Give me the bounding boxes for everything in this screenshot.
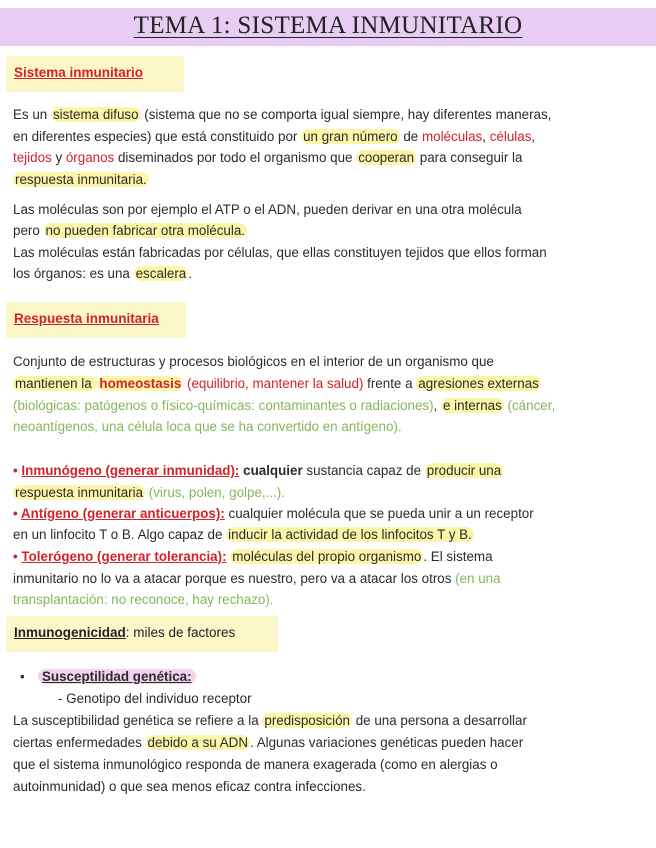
section-heading-inmunogenicidad: Inmunogenicidad: miles de factores: [14, 625, 236, 640]
text-line: transplantación: no reconoce, hay rechazo).: [13, 592, 274, 607]
section-heading-box-inmunogenicidad: [6, 616, 278, 652]
text-line: Las moléculas están fabricadas por células, que ellas constituyen tejidos que ellos forman: [13, 245, 547, 260]
text-line: autoinmunidad) o que sea menos eficaz contra infecciones.: [13, 779, 366, 794]
sub-bullet: •: [20, 669, 25, 684]
text-line: La susceptibilidad genética se refiere a la predisposición de una persona a desarrollar: [13, 713, 527, 728]
text-line: en un linfocito T o B. Algo capaz de inducir la actividad de los linfocitos T y B.: [13, 527, 472, 542]
sub-heading-susceptibilidad: Susceptilidad genética:: [38, 666, 196, 688]
text-line: los órganos: es una escalera .: [13, 266, 192, 281]
section-heading-box-sistema: [6, 56, 184, 92]
text-line: en diferentes especies) que está constituido por un gran número de moléculas, células,: [13, 129, 536, 144]
text-line: neoantígenos, una célula loca que se ha convertido en antígeno).: [13, 419, 402, 434]
sub-item-genotipo: - Genotipo del individuo receptor: [58, 691, 252, 706]
bullet-inmunogeno: • Inmunógeno (generar inmunidad): cualquier sustancia capaz de producir una: [13, 463, 502, 478]
bullet-tolerogeno: • Tolerógeno (generar tolerancia): moléculas del propio organismo . El sistema: [13, 549, 493, 564]
text-line: respuesta inmunitaria (virus, polen, golpe,...).: [15, 485, 285, 500]
text-line: Las moléculas son por ejemplo el ATP o el ADN, pueden derivar en una otra molécula: [13, 202, 522, 217]
text-line: Conjunto de estructuras y procesos biológicos en el interior de un organismo que: [13, 354, 494, 369]
text-line: (biológicas: patógenos o físico-químicas: contaminantes o radiaciones), e internas (cáncer,: [13, 398, 556, 413]
text-line: pero no pueden fabricar otra molécula.: [13, 223, 246, 238]
text-line: tejidos y órganos diseminados por todo el organismo que cooperan para conseguir la: [13, 150, 523, 165]
bullet-antigeno: • Antígeno (generar anticuerpos): cualquier molécula que se pueda unir a un receptor: [13, 506, 534, 521]
text-line: ciertas enfermedades debido a su ADN . Algunas variaciones genéticas pueden hacer: [13, 735, 524, 750]
text-line: que el sistema inmunológico responda de manera exagerada (como en alergias o: [13, 757, 498, 772]
text-line: mantienen la homeostasis (equilibrio, mantener la salud) frente a agresiones externas: [15, 376, 539, 391]
text-line: Es un sistema difuso (sistema que no se comporta igual siempre, hay diferentes maneras,: [13, 107, 552, 122]
section-heading-sistema: Sistema inmunitario: [14, 65, 144, 80]
section-heading-box-respuesta: [6, 302, 186, 338]
page-title: TEMA 1: SISTEMA INMUNITARIO: [133, 12, 523, 39]
text-line: respuesta inmunitaria.: [15, 172, 147, 187]
text-line: inmunitario no lo va a atacar porque es nuestro, pero va a atacar los otros (en una: [13, 571, 501, 586]
section-heading-respuesta: Respuesta inmunitaria: [14, 311, 159, 326]
